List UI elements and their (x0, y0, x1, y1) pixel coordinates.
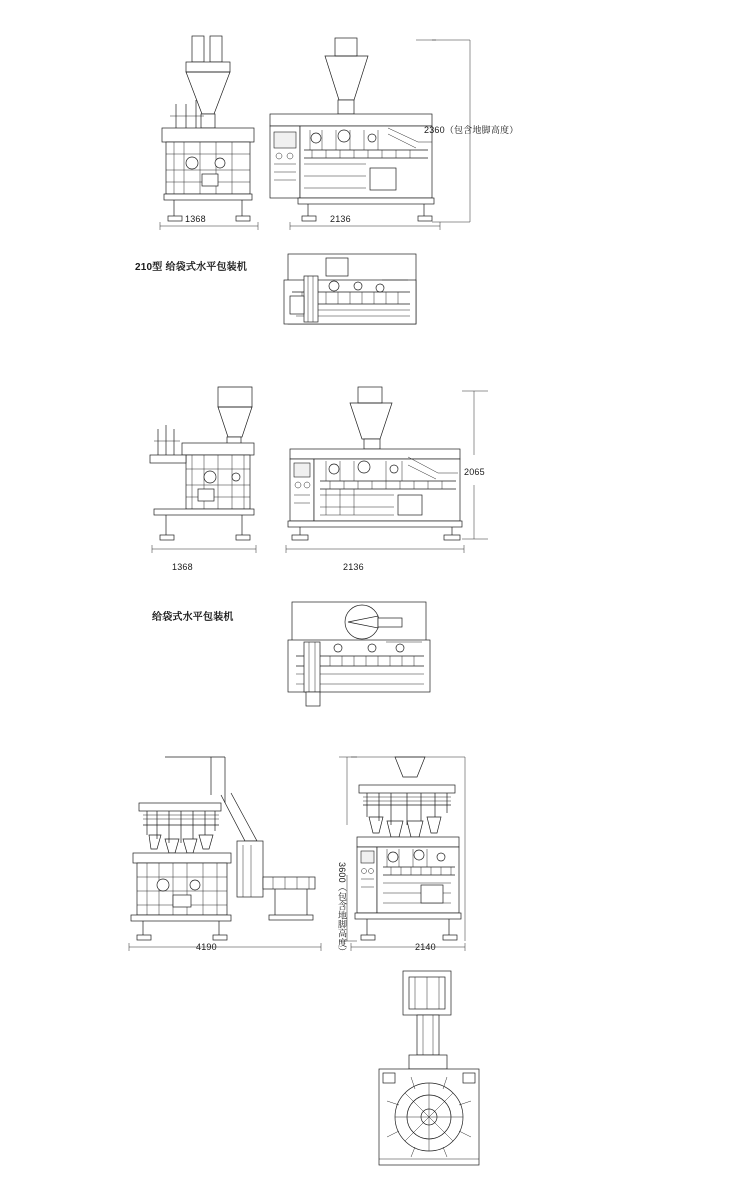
caption-figure-middle: 给袋式水平包装机 (152, 612, 234, 623)
figure-rotary-plan-view (365, 965, 495, 1175)
figure-middle-plan-view (282, 600, 442, 710)
figure-bottom-drawing (125, 755, 485, 955)
figure-top-plan-drawing (282, 252, 422, 357)
dimension-1368-top: 1368 (185, 214, 206, 224)
figure-middle-assembly (140, 385, 560, 560)
figure-bottom-assembly (125, 755, 485, 955)
dimension-2140: 2140 (415, 942, 436, 952)
dimension-3600-height: 3600（包含地脚高度） (337, 862, 347, 957)
dimension-1368-middle: 1368 (172, 562, 193, 572)
dimension-2136-middle: 2136 (343, 562, 364, 572)
figure-middle-plan-drawing (282, 600, 442, 710)
figure-top-plan-view (282, 252, 422, 357)
caption-figure-top: 210型 给袋式水平包装机 (135, 262, 248, 273)
dimension-2360-height: 2360（包含地脚高度） (424, 125, 519, 135)
figure-rotary-plan-drawing (365, 965, 495, 1175)
figure-middle-drawing (140, 385, 560, 560)
dimension-4190: 4190 (196, 942, 217, 952)
dimension-2065-height: 2065 (464, 467, 485, 477)
dimension-2136-top: 2136 (330, 214, 351, 224)
